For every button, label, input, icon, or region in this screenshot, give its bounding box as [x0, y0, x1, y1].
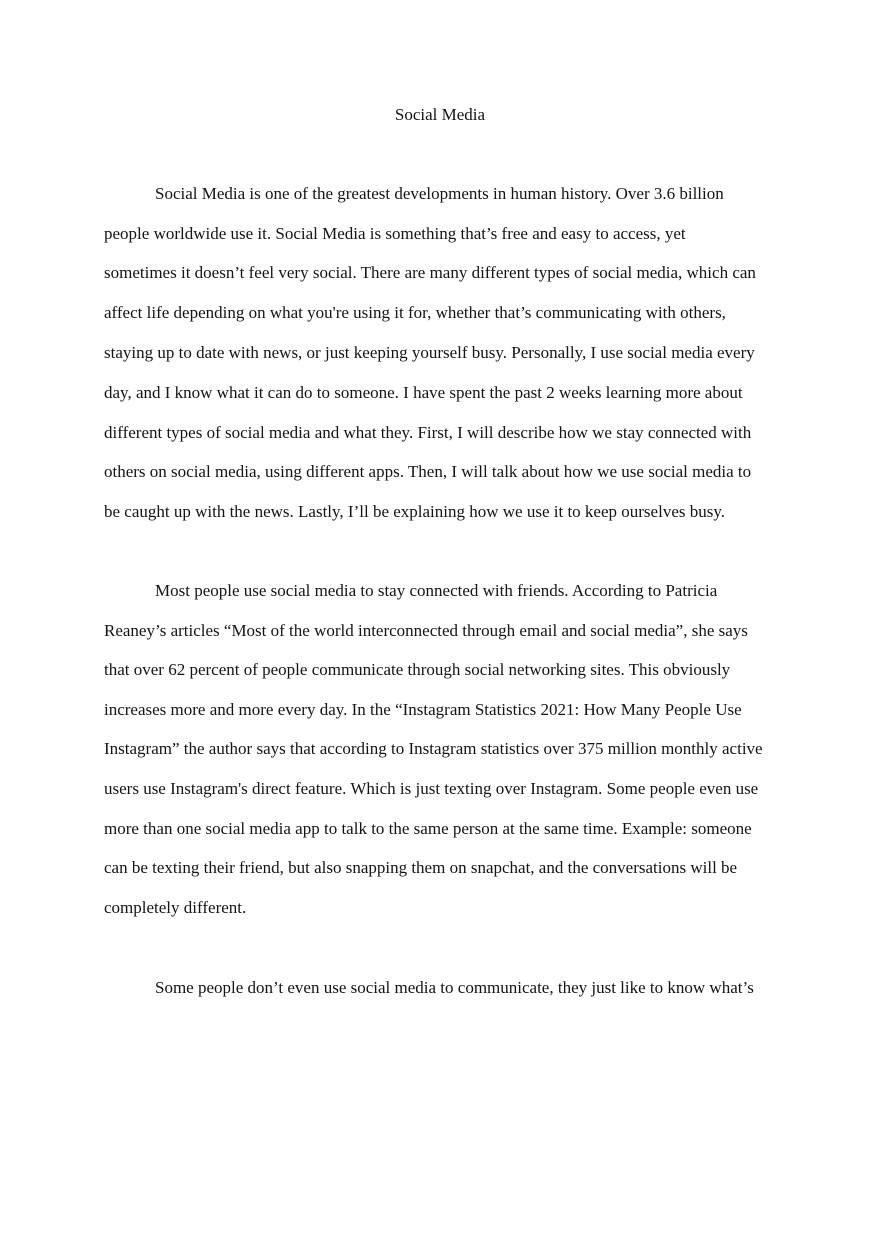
paragraph-line: Reaney’s articles “Most of the world interconnected through email and social media”, she says	[104, 621, 748, 640]
paragraph-line: people worldwide use it. Social Media is something that’s free and easy to access, yet	[104, 224, 686, 243]
paragraph-line: staying up to date with news, or just keeping yourself busy. Personally, I use social media every	[104, 343, 755, 362]
paragraph-line: affect life depending on what you're using it for, whether that’s communicating with others,	[104, 303, 726, 322]
paragraph-line: Most people use social media to stay connected with friends. According to Patricia	[155, 581, 718, 600]
paragraph-line: can be texting their friend, but also snapping them on snapchat, and the conversations will be	[104, 858, 738, 877]
paragraph-line: different types of social media and what they. First, I will describe how we stay connected with	[104, 423, 752, 442]
paragraph-line: day, and I know what it can do to someone. I have spent the past 2 weeks learning more about	[104, 383, 743, 402]
page-title: Social Media	[394, 105, 486, 124]
paragraph-line: Instagram” the author says that according to Instagram statistics over 375 million monthly active	[104, 739, 763, 758]
paragraph-line: Some people don’t even use social media to communicate, they just like to know what’s	[155, 978, 754, 997]
paragraph-line: that over 62 percent of people communicate through social networking sites. This obviously	[104, 660, 731, 679]
paragraph-line: be caught up with the news. Lastly, I’ll be explaining how we use it to keep ourselves busy.	[104, 502, 725, 521]
paragraph-line: more than one social media app to talk to the same person at the same time. Example: someone	[104, 819, 752, 838]
paragraph-line: Social Media is one of the greatest developments in human history. Over 3.6 billion	[155, 184, 724, 203]
paragraph-line: completely different.	[104, 898, 247, 917]
paragraph-line: others on social media, using different apps. Then, I will talk about how we use social media to	[104, 462, 752, 481]
paragraph-line: increases more and more every day. In the “Instagram Statistics 2021: How Many People Use	[104, 700, 742, 719]
paragraph-line: sometimes it doesn’t feel very social. There are many different types of social media, which can	[104, 263, 756, 282]
paragraph-line: users use Instagram's direct feature. Which is just texting over Instagram. Some people even use	[104, 779, 759, 798]
